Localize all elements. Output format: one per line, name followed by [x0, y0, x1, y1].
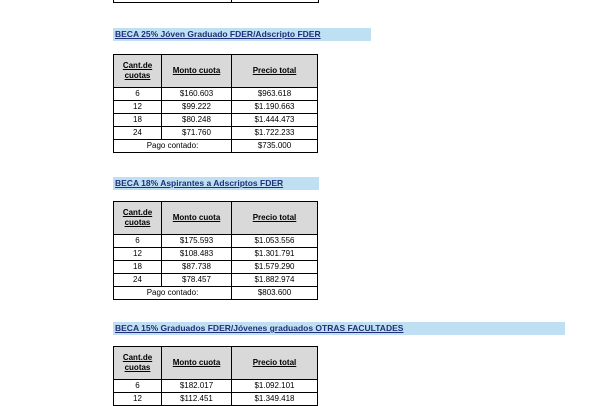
header-precio-total: Precio total	[232, 55, 318, 88]
header-cant-cuotas: Cant.de cuotas	[114, 347, 162, 380]
cell-total: $963.618	[232, 88, 318, 101]
cell-cuotas: 6	[114, 88, 162, 101]
section-2-title-text: BECA 18% Aspirantes a Adscriptos FDER	[115, 178, 284, 188]
pago-contado-label: Pago contado:	[114, 140, 232, 153]
cell-monto: $78.457	[162, 274, 232, 287]
cell-cuotas: 12	[114, 393, 162, 406]
cell-cuotas: 12	[114, 101, 162, 114]
header-cant-cuotas: Cant.de cuotas	[114, 202, 162, 235]
section-3-title	[113, 322, 565, 335]
cell-monto: $112.451	[162, 393, 232, 406]
cell-monto: $71.760	[162, 127, 232, 140]
header-monto-cuota: Monto cuota	[162, 347, 232, 380]
section-2-table	[113, 201, 318, 300]
table-row	[114, 393, 318, 406]
pago-contado-value: $803.600	[232, 287, 318, 300]
pago-contado-row	[114, 140, 318, 153]
cell-cuotas: 24	[114, 127, 162, 140]
cell-total: $1.053.556	[232, 235, 318, 248]
header-cant-cuotas: Cant.de cuotas	[114, 55, 162, 88]
header-monto-cuota: Monto cuota	[162, 55, 232, 88]
table-header-row	[114, 347, 318, 380]
section-1-table	[113, 54, 318, 153]
cell-monto: $182.017	[162, 380, 232, 393]
cell-monto: $99.222	[162, 101, 232, 114]
cell-cuotas: 12	[114, 248, 162, 261]
section-3-title-text: BECA 15% Graduados FDER/Jóvenes graduados OTRAS FACULTADES	[115, 323, 404, 333]
pago-contado-label: Pago contado:	[114, 287, 232, 300]
pago-contado-value: $735.000	[232, 140, 318, 153]
table-row	[114, 380, 318, 393]
pago-contado-row	[114, 287, 318, 300]
table-row	[114, 235, 318, 248]
header-monto-cuota: Monto cuota	[162, 202, 232, 235]
cell-cuotas: 6	[114, 235, 162, 248]
cell-cuotas: 24	[114, 274, 162, 287]
cell-total: $1.722.233	[232, 127, 318, 140]
cell-cuotas: 6	[114, 380, 162, 393]
table-row	[114, 101, 318, 114]
cell-monto: $160.603	[162, 88, 232, 101]
table-row	[114, 248, 318, 261]
table-divider	[231, 0, 232, 2]
cell-total: $1.882.974	[232, 274, 318, 287]
section-2-title	[113, 177, 319, 190]
header-precio-total: Precio total	[232, 202, 318, 235]
table-row	[114, 274, 318, 287]
cell-total: $1.190.663	[232, 101, 318, 114]
table-row	[114, 114, 318, 127]
cell-total: $1.349.418	[232, 393, 318, 406]
header-precio-total: Precio total	[232, 347, 318, 380]
section-1-title	[113, 28, 371, 41]
cell-cuotas: 18	[114, 261, 162, 274]
table-row	[114, 88, 318, 101]
cell-monto: $87.738	[162, 261, 232, 274]
previous-table-fragment	[113, 0, 319, 3]
cell-monto: $175.593	[162, 235, 232, 248]
cell-monto: $80.248	[162, 114, 232, 127]
cell-total: $1.444.473	[232, 114, 318, 127]
cell-cuotas: 18	[114, 114, 162, 127]
cell-total: $1.301.791	[232, 248, 318, 261]
cell-monto: $108.483	[162, 248, 232, 261]
table-row	[114, 261, 318, 274]
table-header-row	[114, 202, 318, 235]
table-row	[114, 127, 318, 140]
table-header-row	[114, 55, 318, 88]
cell-total: $1.579.290	[232, 261, 318, 274]
cell-total: $1.092.101	[232, 380, 318, 393]
section-3-table	[113, 346, 318, 406]
section-1-title-text: BECA 25% Jóven Graduado FDER/Adscripto FDER	[115, 29, 321, 39]
